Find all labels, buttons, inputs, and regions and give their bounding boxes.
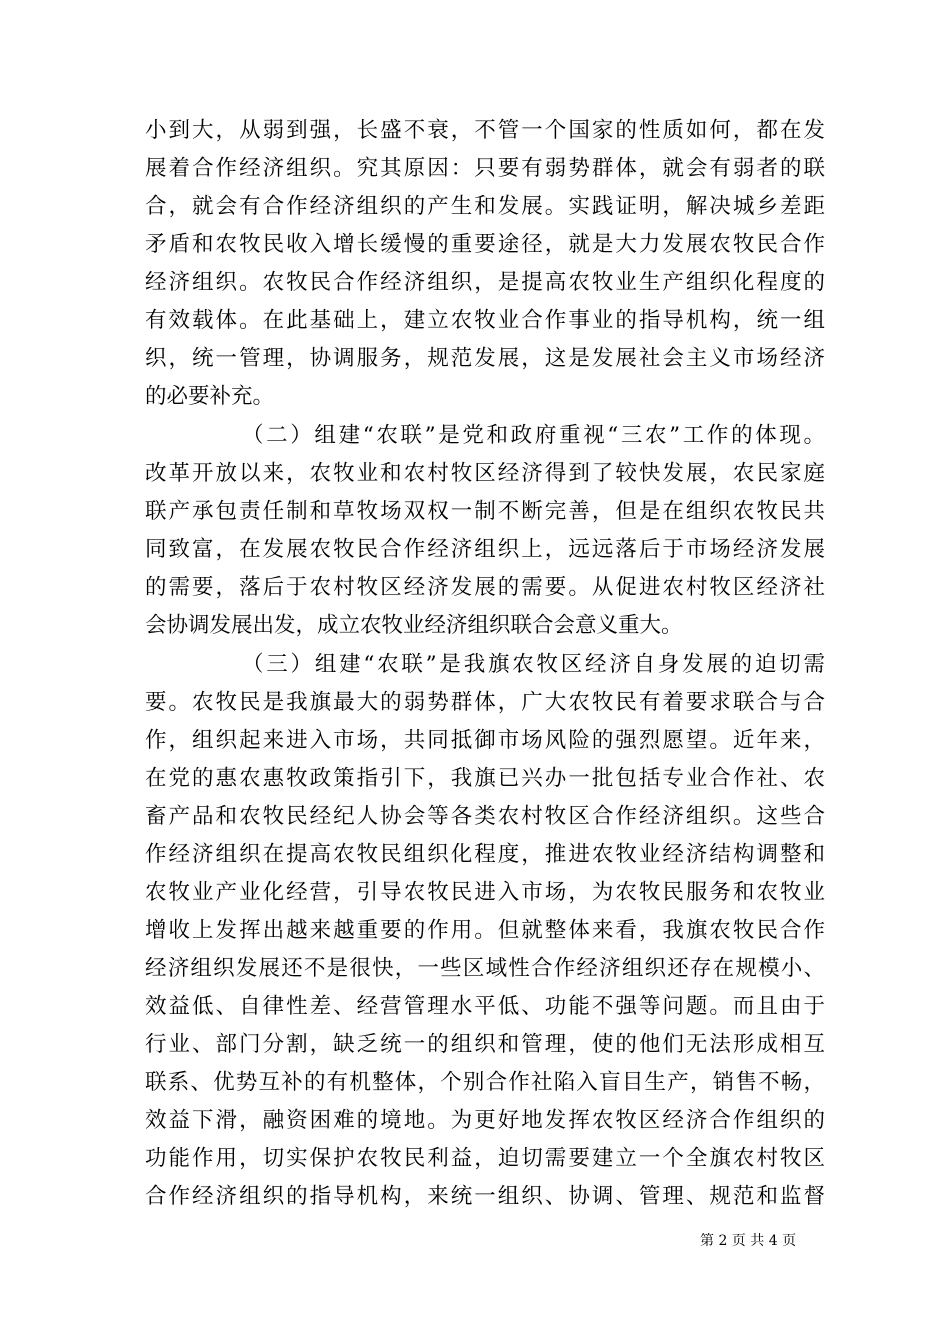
text-line-18: 在党的惠农惠牧政策指引下，我旗已兴办一批包括专业合作社、农: [145, 766, 825, 791]
text-line-25: 行业、部门分割，缺乏统一的组织和管理，使的他们无法形成相互: [145, 1032, 825, 1057]
text-line-24: 效益低、自律性差、经营管理水平低、功能不强等问题。而且由于: [145, 994, 825, 1019]
text-line-23: 经济组织发展还不是很快，一些区域性合作经济组织还存在规模小、: [145, 956, 825, 981]
text-line-28: 功能作用，切实保护农牧民利益，迫切需要建立一个全旗农村牧区: [145, 1146, 825, 1171]
text-line-5: 经济组织。农牧民合作经济组织，是提高农牧业生产组织化程度的: [145, 270, 825, 295]
text-line-4: 矛盾和农牧民收入增长缓慢的重要途径，就是大力发展农牧民合作: [145, 232, 825, 257]
text-line-6: 有效载体。在此基础上，建立农牧业合作事业的指导机构，统一组: [145, 308, 825, 333]
text-line-27: 效益下滑，融资困难的境地。为更好地发挥农牧区经济合作组织的: [145, 1108, 825, 1133]
text-line-20: 作经济组织在提高农牧民组织化程度，推进农牧业经济结构调整和: [145, 842, 825, 867]
section-heading-2: （二）组建“农联”是党和政府重视“三农”工作的体现。: [242, 423, 825, 448]
text-line-21: 农牧业产业化经营，引导农牧民进入市场，为农牧民服务和农牧业: [145, 880, 825, 905]
text-line-22: 增收上发挥出越来越重要的作用。但就整体来看，我旗农牧民合作: [145, 918, 825, 943]
text-line-2: 展着合作经济组织。究其原因：只要有弱势群体，就会有弱者的联: [145, 156, 825, 181]
text-line-3: 合，就会有合作经济组织的产生和发展。实践证明，解决城乡差距: [145, 194, 825, 219]
text-line-17: 作，组织起来进入市场，共同抵御市场风险的强烈愿望。近年来，: [145, 728, 825, 753]
text-line-19: 畜产品和农牧民经纪人协会等各类农村牧区合作经济组织。这些合: [145, 804, 825, 829]
text-line-14: 会协调发展出发，成立农牧业经济组织联合会意义重大。: [145, 613, 683, 638]
text-line-11: 联产承包责任制和草牧场双权一制不断完善，但是在组织农牧民共: [145, 499, 825, 524]
page-number-footer: 第 2 页 共 4 页: [700, 1233, 797, 1249]
text-line-12: 同致富，在发展农牧民合作经济组织上，远远落后于市场经济发展: [145, 537, 825, 562]
text-line-8: 的必要补充。: [145, 384, 275, 409]
text-line-7: 织，统一管理，协调服务，规范发展，这是发展社会主义市场经济: [145, 346, 825, 371]
section-heading-3: （三）组建“农联”是我旗农牧区经济自身发展的迫切需: [242, 652, 825, 677]
text-line-29: 合作经济组织的指导机构，来统一组织、协调、管理、规范和监督: [145, 1184, 825, 1209]
text-line-1: 小到大，从弱到强，长盛不衰，不管一个国家的性质如何，都在发: [145, 118, 825, 143]
text-line-10: 改革开放以来，农牧业和农村牧区经济得到了较快发展，农民家庭: [145, 461, 825, 486]
text-line-13: 的需要，落后于农村牧区经济发展的需要。从促进农村牧区经济社: [145, 575, 825, 600]
text-line-26: 联系、优势互补的有机整体，个别合作社陷入盲目生产，销售不畅，: [145, 1070, 825, 1095]
text-line-16: 要。农牧民是我旗最大的弱势群体，广大农牧民有着要求联合与合: [145, 690, 825, 715]
